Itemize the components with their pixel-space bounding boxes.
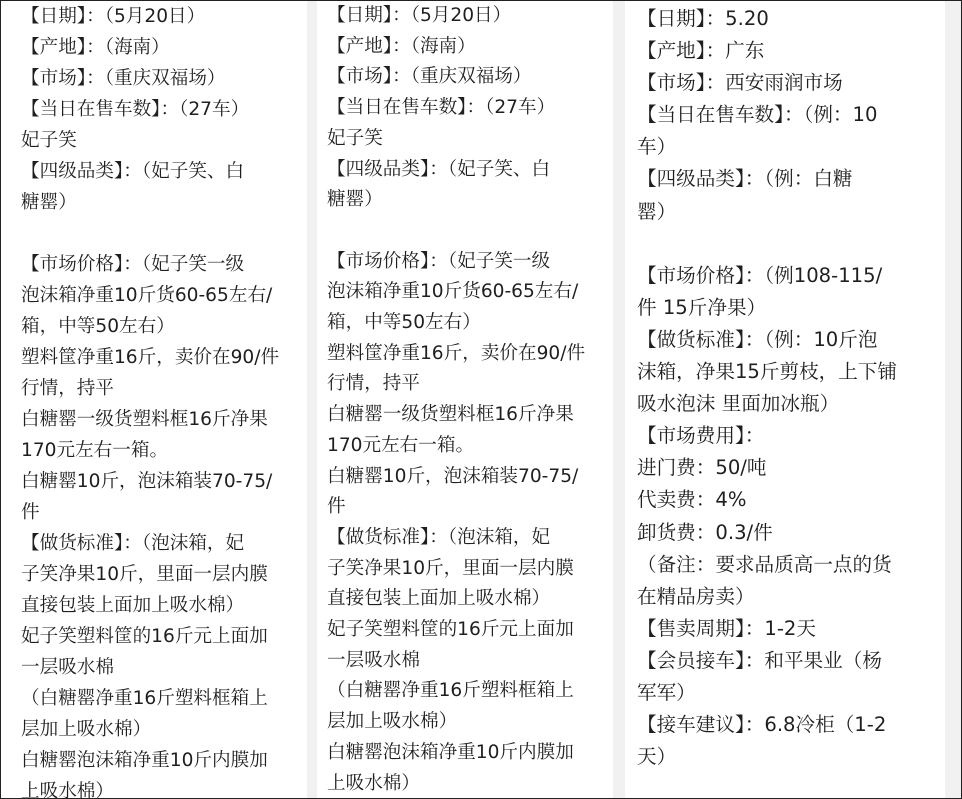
report-line: 【四级品类】：（妃子笑、白	[327, 158, 551, 180]
report-line: 白糖罂泡沫箱净重10斤内膜加	[327, 741, 574, 763]
report-line: 卸货费：0.3/件	[637, 520, 773, 544]
report-line: 泡沫箱净重10斤货60-65左右/	[327, 281, 579, 303]
report-line: 罂）	[637, 199, 677, 223]
report-line: 170元左右一箱。	[327, 434, 475, 456]
report-line: 白糖罂泡沫箱净重10斤内膜加	[21, 750, 268, 771]
report-line: 上吸水棉）	[327, 772, 420, 794]
report-line: 【市场】：（重庆双福场）	[327, 66, 532, 88]
report-line: 【四级品类】：（例：白糖	[637, 167, 853, 191]
report-line: 在精品房卖）	[637, 584, 755, 608]
report-line: 【市场费用】：	[637, 424, 765, 448]
report-line: 妃子笑塑料筐的16斤元上面加	[327, 619, 574, 641]
report-line: 【产地】：（海南）	[327, 35, 476, 57]
report-line: 170元左右一箱。	[21, 440, 169, 461]
report-line: 妃子笑	[327, 127, 383, 149]
report-column-xian	[625, 1, 945, 798]
report-line: 糖罂）	[327, 189, 383, 211]
report-line: 行情，持平	[21, 378, 114, 399]
report-line: 白糖罂一级货塑料框16斤净果	[327, 404, 574, 426]
report-line: 直接包装上面加上吸水棉）	[21, 595, 245, 616]
report-line: 白糖罂一级货塑料框16斤净果	[21, 409, 268, 430]
report-line: 白糖罂10斤，泡沫箱装70-75/	[21, 471, 273, 492]
report-line: 【做货标准】：（泡沫箱，妃	[21, 533, 245, 554]
report-line: 糖罂）	[21, 192, 77, 213]
report-line: 白糖罂10斤，泡沫箱装70-75/	[327, 465, 579, 487]
report-line: 【售卖周期】：1-2天	[637, 616, 816, 640]
report-line: 件	[21, 502, 40, 523]
report-line: 泡沫箱净重10斤货60-65左右/	[21, 285, 273, 306]
report-line: 一层吸水棉	[327, 649, 420, 671]
report-line: 塑料筐净重16斤，卖价在90/件	[327, 342, 586, 364]
report-line: 【日期】：（5月20日）	[327, 5, 512, 26]
report-line: 层加上吸水棉）	[21, 719, 152, 740]
report-line: 【做货标准】：（例：10斤泡	[637, 327, 878, 351]
blank-line	[21, 218, 307, 249]
blank-line	[637, 228, 945, 260]
report-line: （白糖罂净重16斤塑料框箱上	[21, 688, 268, 709]
report-line: 件 15斤净果）	[637, 295, 767, 319]
report-line: 【做货标准】：（泡沫箱，妃	[327, 526, 551, 548]
report-line: 上吸水棉）	[21, 781, 114, 798]
report-line: 一层吸水棉	[21, 657, 114, 678]
report-line: 【当日在售车数】：（例：10	[637, 103, 878, 127]
report-line: 吸水泡沫 里面加冰瓶）	[637, 392, 840, 416]
report-column-chongqing-2	[317, 1, 613, 798]
report-line: 行情，持平	[327, 373, 420, 395]
report-column-chongqing-1	[1, 1, 307, 798]
report-line: 车）	[637, 135, 677, 159]
report-line: 层加上吸水棉）	[327, 711, 458, 733]
report-line: 【市场价格】：（妃子笑一级	[21, 254, 245, 275]
report-line: 直接包装上面加上吸水棉）	[327, 588, 551, 610]
report-line: 【四级品类】：（妃子笑、白	[21, 161, 245, 182]
report-line: 进门费：50/吨	[637, 456, 767, 480]
report-line: 【日期】：5.20	[637, 7, 769, 30]
report-line: 【当日在售车数】：（27车）	[21, 99, 250, 120]
report-line: 妃子笑塑料筐的16斤元上面加	[21, 626, 268, 647]
report-line: 【产地】：广东	[637, 39, 765, 63]
report-line: 天）	[637, 745, 677, 769]
report-line: 【日期】：（5月20日）	[21, 6, 206, 27]
report-line: 妃子笑	[21, 130, 77, 151]
report-line: 【市场】：（重庆双福场）	[21, 68, 226, 89]
report-line: 【市场价格】：（妃子笑一级	[327, 250, 551, 272]
report-line: （白糖罂净重16斤塑料框箱上	[327, 680, 574, 702]
report-line: 【当日在售车数】：（27车）	[327, 97, 556, 119]
blank-line	[327, 216, 613, 247]
report-line: 子笑净果10斤，里面一层内膜	[21, 564, 268, 585]
report-line: 【产地】：（海南）	[21, 37, 170, 58]
report-line: 子笑净果10斤，里面一层内膜	[327, 557, 574, 579]
report-line: 军军）	[637, 680, 696, 704]
report-line: 【会员接车】：和平果业（杨	[637, 648, 882, 672]
report-line: 件	[327, 496, 346, 518]
report-line: （备注：要求品质高一点的货	[637, 552, 892, 576]
report-line: 代卖费：4%	[637, 488, 747, 512]
report-line: 【市场】：西安雨润市场	[637, 71, 843, 95]
report-line: 塑料筐净重16斤，卖价在90/件	[21, 347, 280, 368]
report-line: 【接车建议】：6.8冷柜（1-2	[637, 713, 887, 737]
report-line: 箱，中等50左右）	[21, 316, 175, 337]
report-line: 【市场价格】：（例108-115/	[637, 263, 883, 287]
report-line: 箱，中等50左右）	[327, 312, 481, 334]
report-line: 沫箱，净果15斤剪枝，上下铺	[637, 360, 898, 384]
